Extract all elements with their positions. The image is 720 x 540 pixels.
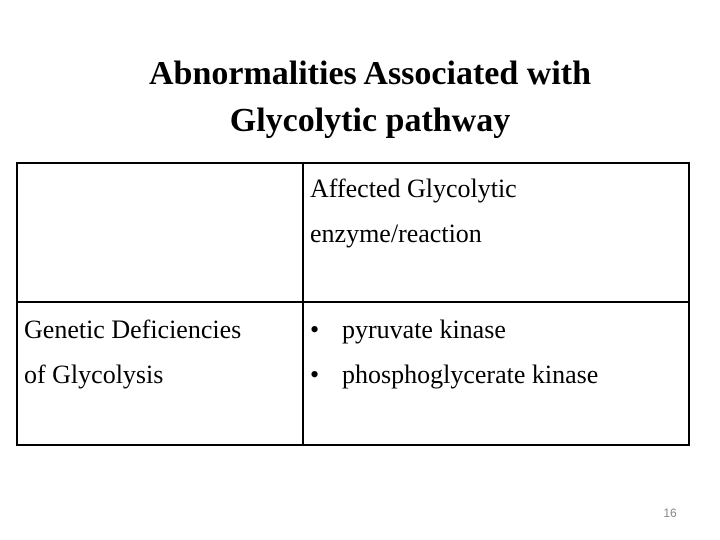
row-label-line-2: of Glycolysis <box>24 360 164 389</box>
slide-title <box>60 50 680 144</box>
header-text-line-1: Affected Glycolytic <box>310 174 517 203</box>
enzyme-name: phosphoglycerate kinase <box>342 360 599 389</box>
bullet-icon: • <box>310 315 320 344</box>
row-label-cell <box>17 302 303 445</box>
slide-title-line-2: Glycolytic pathway <box>229 102 511 139</box>
row-label-line-1: Genetic Deficiencies <box>24 315 242 344</box>
table-header-row <box>17 163 689 302</box>
abnormalities-table <box>16 162 690 446</box>
list-item <box>310 307 682 352</box>
slide-title-line-1: Abnormalities Associated with <box>149 55 591 92</box>
list-item <box>310 352 682 397</box>
bullet-icon: • <box>310 360 320 389</box>
table-row <box>17 302 689 445</box>
row-enzyme-cell <box>303 302 689 445</box>
enzyme-name: pyruvate kinase <box>342 315 506 344</box>
header-cell-empty <box>17 163 303 302</box>
enzyme-list <box>310 307 682 397</box>
header-text-line-2: enzyme/reaction <box>310 219 482 248</box>
header-cell-affected-enzyme <box>303 163 689 302</box>
page-number: 16 <box>663 506 677 520</box>
